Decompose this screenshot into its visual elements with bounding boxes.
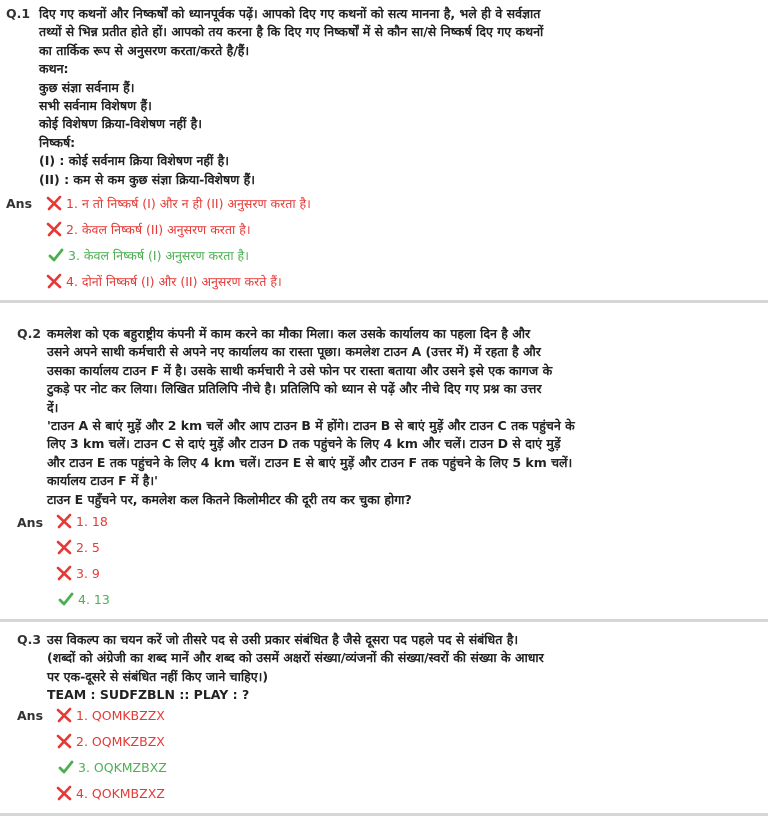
check-icon bbox=[48, 247, 64, 263]
question-line: दिए गए कथनों और निष्कर्षों को ध्यानपूर्वक पढ़ें। आपको दिए गए कथनों को सत्य मानना है, भले ही वे सर्वज्ञात bbox=[39, 6, 541, 21]
answer-option-1 bbox=[46, 195, 311, 213]
answer-option-3 bbox=[56, 565, 100, 583]
cross-icon bbox=[56, 513, 72, 529]
cross-icon bbox=[46, 195, 62, 211]
check-icon bbox=[58, 759, 74, 775]
option-text: 2. केवल निष्कर्ष (II) अनुसरण करता है। bbox=[66, 222, 251, 237]
question-line: (शब्दों को अंग्रेजी का शब्द मानें और शब्द को उसमें अक्षरों संख्या/व्यंजनों की संख्या/स्वरों की संख्या के आधार bbox=[47, 650, 544, 666]
question-line: कार्यालय टाउन F में है।' bbox=[47, 473, 158, 489]
question-line: उस विकल्प का चयन करें जो तीसरे पद से उसी प्रकार संबंधित है जैसे दूसरा पद पहले पद से संबंधित है। bbox=[47, 632, 519, 647]
option-text: 3. 9 bbox=[76, 566, 100, 581]
cross-icon bbox=[56, 733, 72, 749]
question-line: TEAM : SUDFZBLN :: PLAY : ? bbox=[47, 687, 250, 703]
question-line: (II) : कम से कम कुछ संज्ञा क्रिया-विशेषण हैं। bbox=[39, 171, 256, 187]
answer-option-3 bbox=[48, 247, 249, 265]
question-line: सभी सर्वनाम विशेषण हैं। bbox=[39, 97, 152, 113]
question-separator bbox=[0, 300, 768, 303]
option-text: 4. QOKMBZXZ bbox=[76, 786, 165, 801]
cross-icon bbox=[56, 785, 72, 801]
question-line: (I) : कोई सर्वनाम क्रिया विशेषण नहीं है। bbox=[39, 153, 230, 169]
option-text: 4. 13 bbox=[78, 592, 110, 607]
question-line: का तार्किक रूप से अनुसरण करता/करते है/हैं। bbox=[39, 42, 250, 58]
question-line: दें। bbox=[47, 399, 59, 415]
question-line: कोई विशेषण क्रिया-विशेषण नहीं है। bbox=[39, 116, 202, 132]
answer-label: Ans bbox=[6, 196, 33, 211]
option-text: 2. 5 bbox=[76, 540, 100, 555]
answer-option-1 bbox=[56, 707, 165, 725]
cross-icon bbox=[56, 565, 72, 581]
answer-option-4 bbox=[56, 785, 165, 803]
question-line: लिए 3 km चलें। टाउन C से दाएं मुड़ें और टाउन D तक पहुंचने के लिए 4 km और चलें। टाउन D से दाएं मुड़ें bbox=[47, 436, 561, 452]
question-line: टाउन E पहुँचने पर, कमलेश कल कितने किलोमीटर की दूरी तय कर चुका होगा? bbox=[47, 491, 412, 507]
cross-icon bbox=[56, 707, 72, 723]
answer-option-2 bbox=[46, 221, 251, 239]
question-line: और टाउन E तक पहुंचने के लिए 4 km चलें। टाउन E से बाएं मुड़ें और टाउन F तक पहुंचने के लिए 5 km चलें। bbox=[47, 454, 573, 470]
option-text: 1. न तो निष्कर्ष (I) और न ही (II) अनुसरण करता है। bbox=[66, 196, 311, 211]
question-number: Q.1 bbox=[6, 6, 31, 21]
cross-icon bbox=[56, 539, 72, 555]
answer-option-1 bbox=[56, 513, 108, 531]
answer-label: Ans bbox=[17, 515, 44, 530]
question-line: उसका कार्यालय टाउन F में है। उसके साथी कर्मचारी ने उसे फोन पर रास्ता बताया और उसने इसे एक कागज के bbox=[47, 362, 553, 378]
check-icon bbox=[58, 591, 74, 607]
answer-option-2 bbox=[56, 733, 165, 751]
question-line: पर एक-दूसरे से संबंधित नहीं किए जाने चाहिए।) bbox=[47, 668, 269, 684]
answer-label: Ans bbox=[17, 708, 44, 723]
cross-icon bbox=[46, 273, 62, 289]
answer-option-4 bbox=[46, 273, 282, 291]
answer-option-2 bbox=[56, 539, 100, 557]
question-number: Q.2 bbox=[17, 326, 42, 341]
option-text: 1. 18 bbox=[76, 514, 108, 529]
question-line: कुछ संज्ञा सर्वनाम हैं। bbox=[39, 79, 135, 95]
cross-icon bbox=[46, 221, 62, 237]
question-separator bbox=[0, 619, 768, 622]
question-text bbox=[47, 325, 575, 509]
question-line: उसने अपने साथी कर्मचारी से अपने नए कार्यालय का रास्ता पूछा। कमलेश टाउन A (उत्तर में) में रहता है और bbox=[47, 344, 541, 360]
question-line: तथ्यों से भिन्न प्रतीत होते हों। आपको तय करना है कि दिए गए निष्कर्षों में से कौन सा/से निष्कर्ष दिए गए कथनों bbox=[39, 24, 544, 40]
question-separator bbox=[0, 813, 768, 816]
question-line: कमलेश को एक बहुराष्ट्रीय कंपनी में काम करने का मौका मिला। कल उसके कार्यालय का पहला दिन है और bbox=[47, 326, 531, 341]
option-text: 3. OQKMZBXZ bbox=[78, 760, 167, 775]
option-text: 1. QOMKBZZX bbox=[76, 708, 165, 723]
question-number: Q.3 bbox=[17, 632, 42, 647]
question-text bbox=[47, 631, 544, 705]
option-text: 3. केवल निष्कर्ष (I) अनुसरण करता है। bbox=[68, 248, 249, 263]
question-line: कथन: bbox=[39, 61, 69, 77]
question-text bbox=[39, 5, 543, 189]
question-line: 'टाउन A से बाएं मुड़ें और 2 km चलें और आप टाउन B में होंगे। टाउन B से बाएं मुड़ें और टाउन C तक पहुंचने के bbox=[47, 417, 575, 433]
option-text: 4. दोनों निष्कर्ष (I) और (II) अनुसरण करते हैं। bbox=[66, 274, 282, 289]
answer-option-3 bbox=[58, 759, 167, 777]
option-text: 2. OQMKZBZX bbox=[76, 734, 165, 749]
question-line: निष्कर्ष: bbox=[39, 134, 76, 150]
question-line: टुकड़े पर नोट कर लिया। लिखित प्रतिलिपि नीचे है। प्रतिलिपि को ध्यान से पढ़ें और नीचे दिए गए प्रश्न का उत्तर bbox=[47, 381, 542, 397]
answer-option-4 bbox=[58, 591, 110, 609]
